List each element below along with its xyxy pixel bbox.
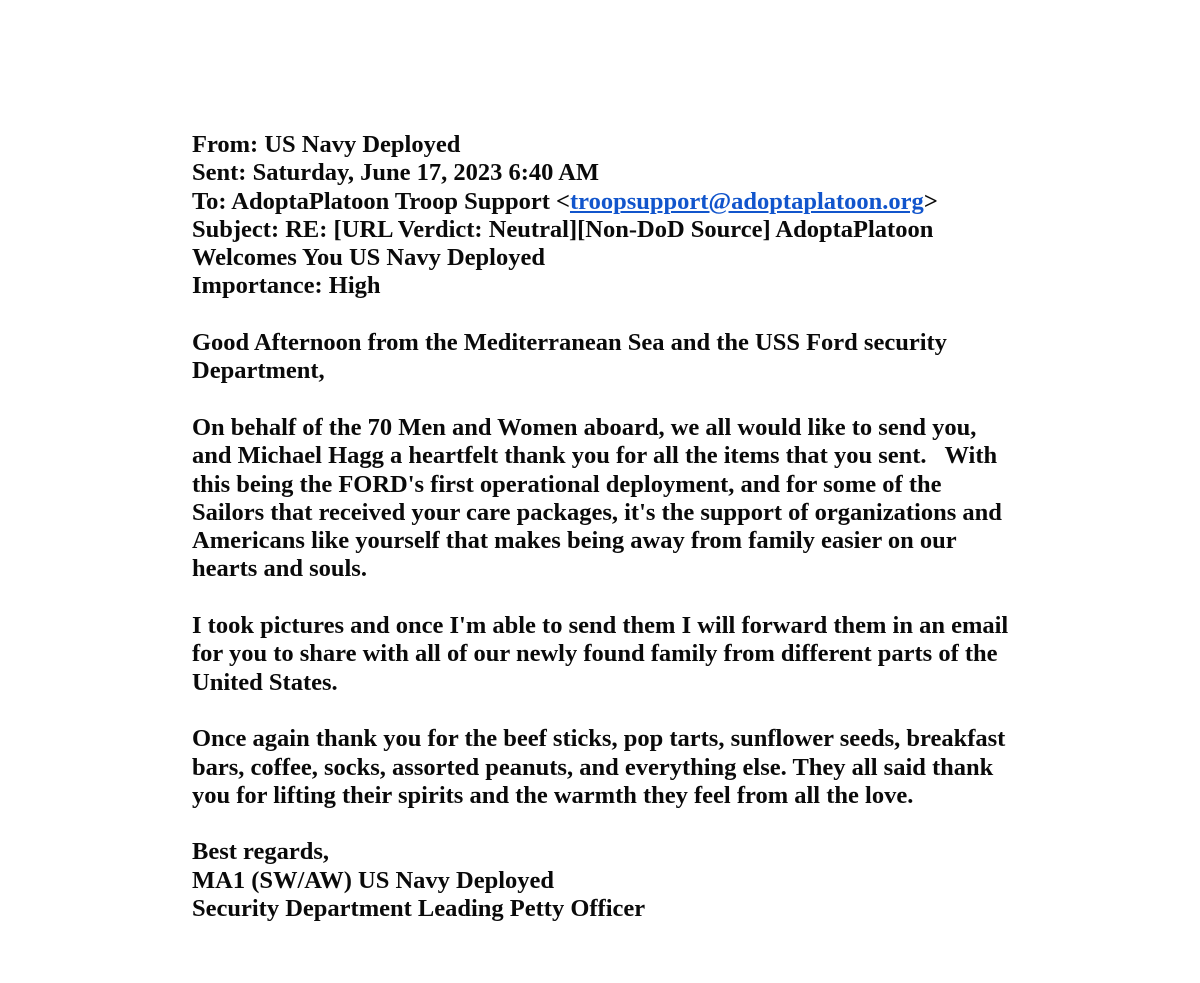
to-label: To: <box>192 187 227 215</box>
subject-value-part1: RE: [URL Verdict: Neutral][Non-DoD Source] AdoptaPlatoon <box>285 215 934 243</box>
email-document <box>192 131 1052 923</box>
body-line: this being the FORD's first operational deployment, and for some of the <box>192 470 942 498</box>
body-line: Americans like yourself that makes being away from family easier on our <box>192 527 957 555</box>
from-value: US Navy Deployed <box>264 131 461 158</box>
pictures-paragraph <box>192 612 1052 697</box>
body-line: bars, coffee, socks, assorted peanuts, and everything else. They all said thank <box>192 753 994 781</box>
signature-closing: Best regards, <box>192 838 329 866</box>
subject-line-1 <box>192 216 1052 244</box>
greeting-paragraph <box>192 329 1052 386</box>
body-line: and Michael Hagg a heartfelt thank you for all the items that you sent. With <box>192 442 998 470</box>
items-paragraph <box>192 725 1052 810</box>
importance-label: Importance: <box>192 272 323 300</box>
body-line: United States. <box>192 668 338 696</box>
signature-name: MA1 (SW/AW) US Navy Deployed <box>192 866 555 894</box>
signature-block <box>192 838 1052 923</box>
body-line: I took pictures and once I'm able to send them I will forward them in an email <box>192 612 1009 640</box>
greeting-line: Good Afternoon from the Mediterranean Sea and the USS Ford security <box>192 329 947 357</box>
body-line: On behalf of the 70 Men and Women aboard, we all would like to send you, <box>192 413 977 441</box>
signature-title: Security Department Leading Petty Officer <box>192 895 646 923</box>
body-line: for you to share with all of our newly found family from different parts of the <box>192 640 998 668</box>
body-line: you for lifting their spirits and the warmth they feel from all the love. <box>192 781 914 809</box>
thank-you-paragraph <box>192 414 1052 584</box>
body-line: hearts and souls. <box>192 555 367 583</box>
sent-value: Saturday, June 17, 2023 6:40 AM <box>252 159 600 187</box>
sent-line <box>192 159 1052 187</box>
greeting-line: Department, <box>192 357 325 385</box>
subject-label: Subject: <box>192 215 280 243</box>
to-email-link[interactable]: troopsupport@adoptaplatoon.org <box>569 187 924 215</box>
body-line: Once again thank you for the beef sticks, pop tarts, sunflower seeds, breakfast <box>192 725 1006 753</box>
subject-line-2: Welcomes You US Navy Deployed <box>192 244 545 272</box>
from-line <box>192 131 1052 159</box>
to-line: To: AdoptaPlatoon Troop Support <troopsupport@adoptaplatoon.org> <box>192 187 938 215</box>
to-name: AdoptaPlatoon Troop Support <box>231 187 550 215</box>
body-line: Sailors that received your care packages, it's the support of organizations and <box>192 498 1002 526</box>
importance-line <box>192 272 1052 300</box>
importance-value: High <box>328 272 381 300</box>
sent-label: Sent: <box>192 159 247 187</box>
email-header <box>192 131 1052 301</box>
from-label: From: <box>192 131 259 158</box>
